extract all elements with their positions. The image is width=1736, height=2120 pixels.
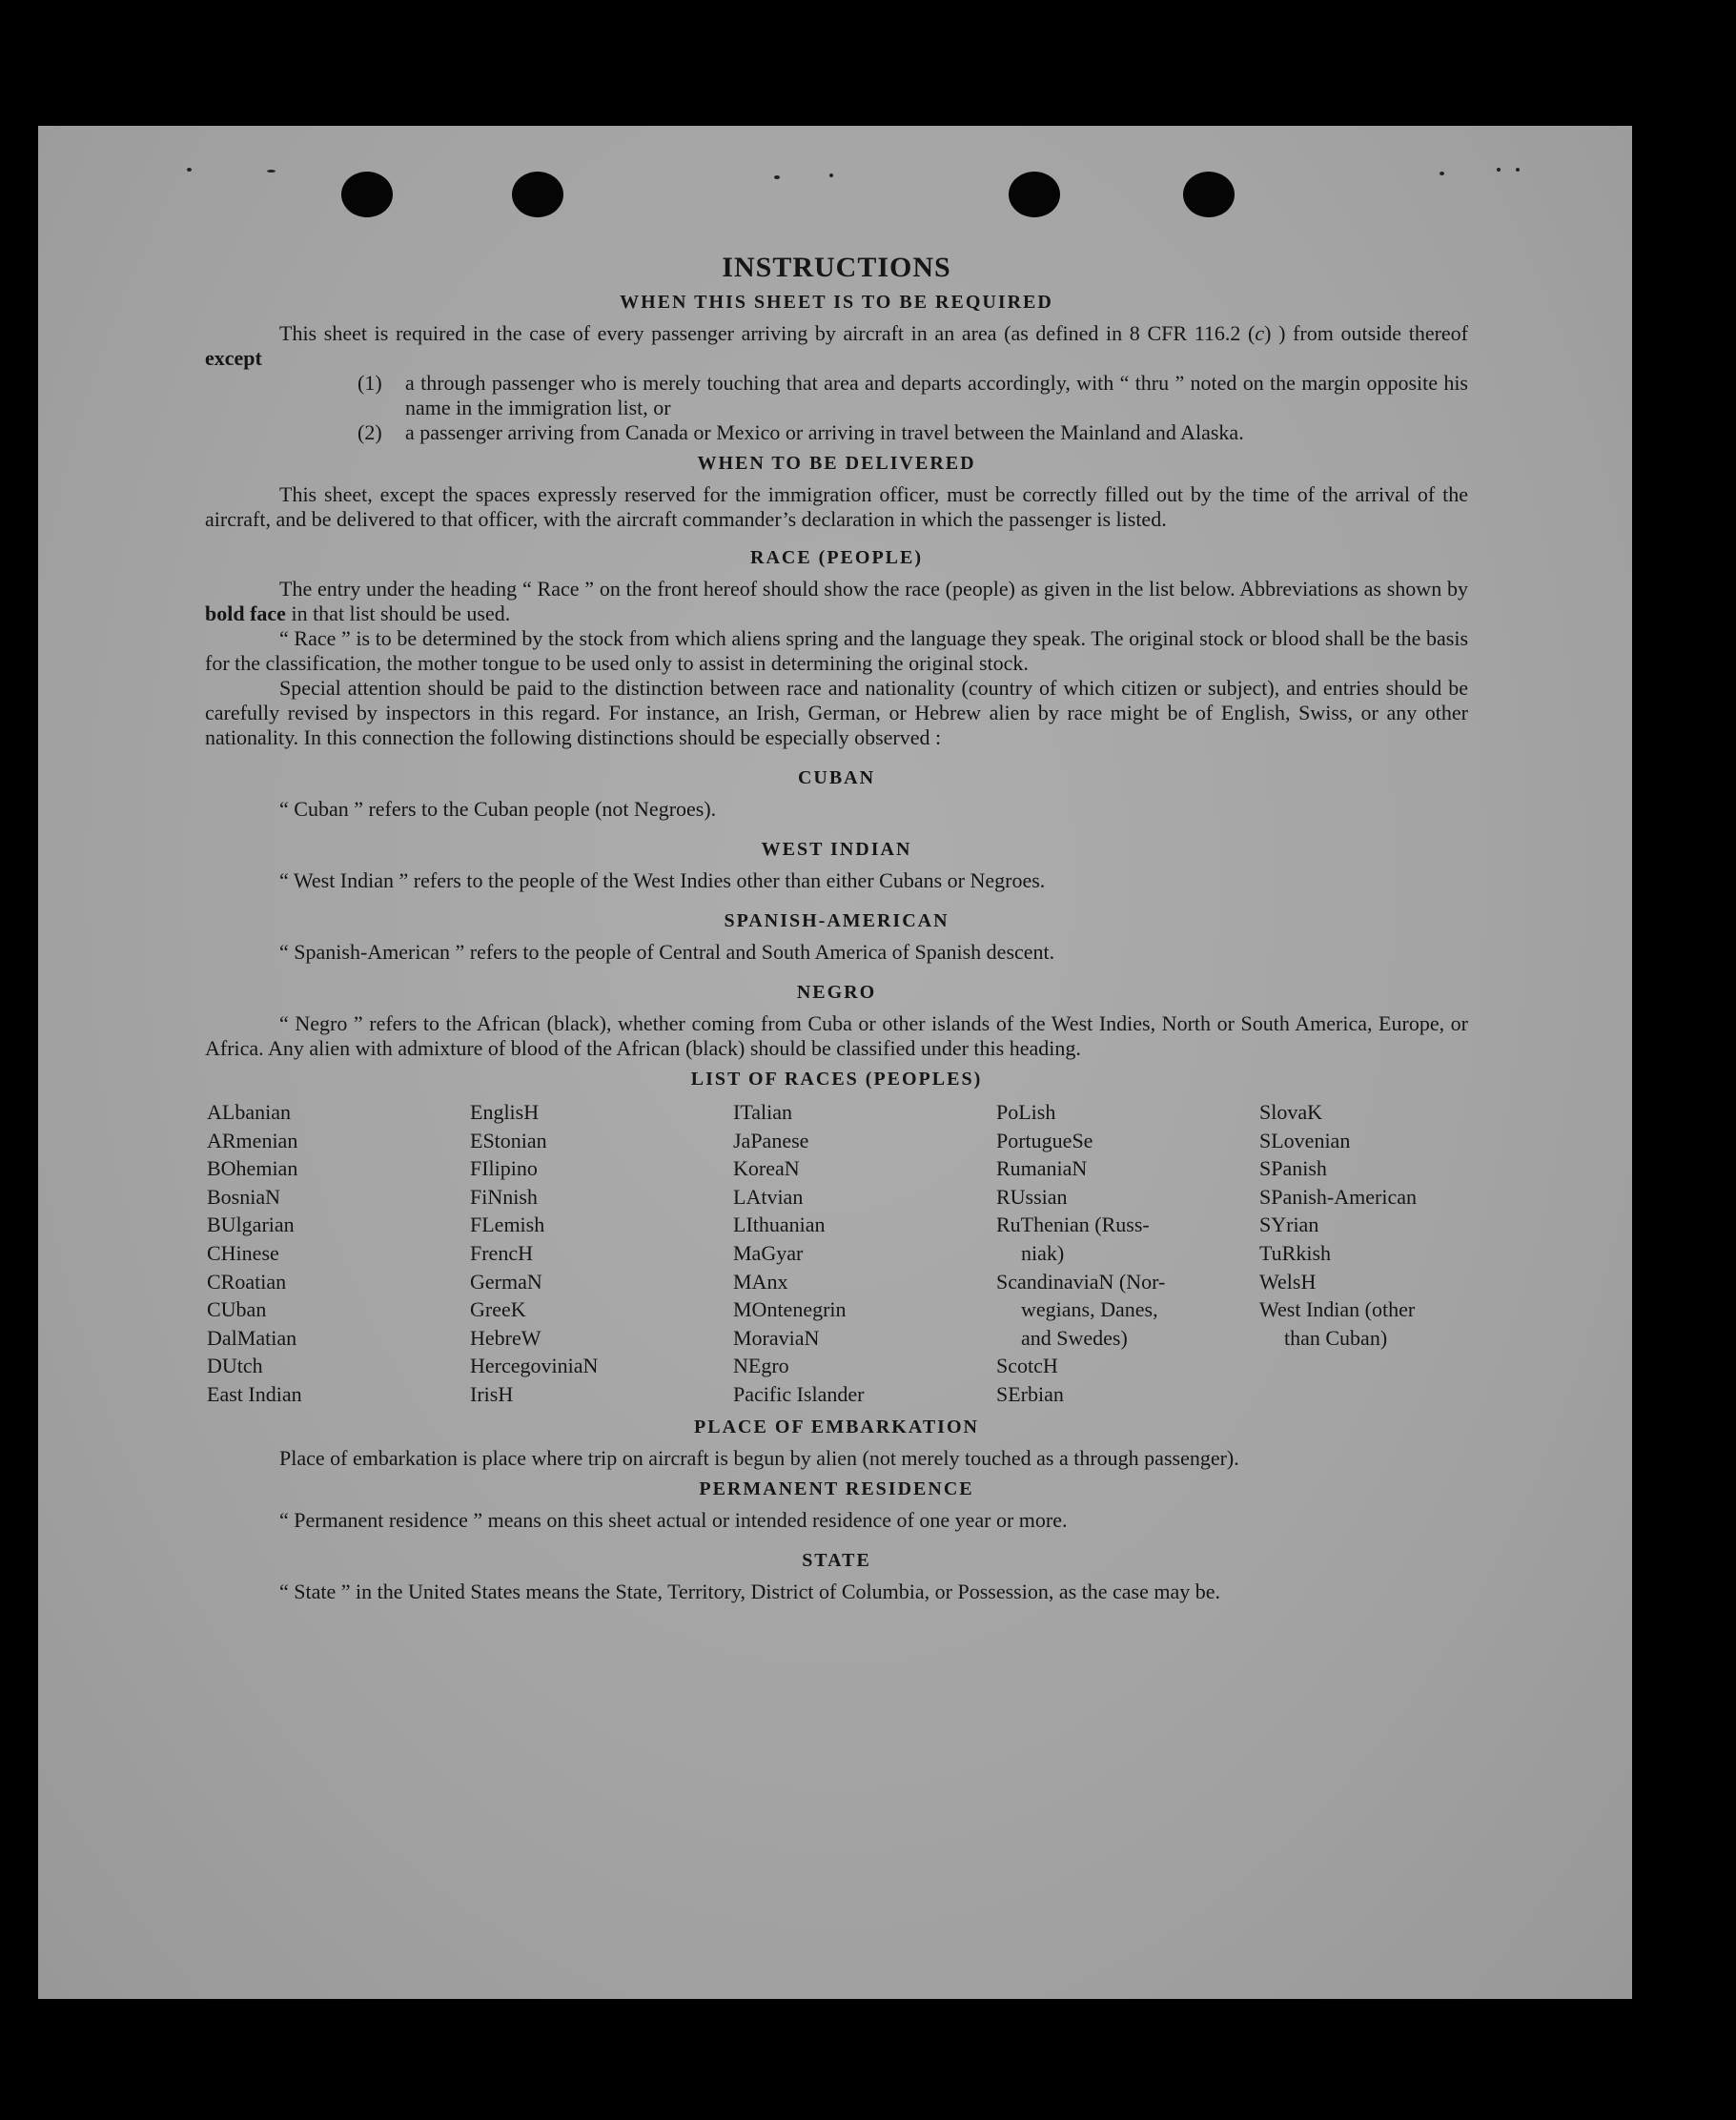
residence-text: “ Permanent residence ” means on this sheet actual or intended residence of one year or more.	[279, 1507, 1068, 1532]
race-entry: GreeK	[470, 1297, 526, 1322]
race-entry: BosniaN	[207, 1184, 280, 1209]
section-heading-cuban: CUBAN	[797, 767, 876, 788]
race-entry: CRoatian	[207, 1269, 287, 1294]
race-entry: SYrian	[1259, 1213, 1319, 1237]
race-entry: NEgro	[733, 1354, 789, 1378]
section-heading-when-delivered: WHEN TO BE DELIVERED	[697, 453, 976, 474]
section-heading-list-of-races: LIST OF RACES (PEOPLES)	[690, 1069, 983, 1090]
state-text: “ State ” in the United States means the State, Territory, District of Columbia, or Possession, as the case may be.	[279, 1579, 1221, 1603]
dust-speck	[267, 170, 276, 173]
section-heading-west-indian: WEST INDIAN	[761, 839, 912, 860]
race-entry: MAnx	[733, 1269, 788, 1294]
race-entry: JaPanese	[733, 1128, 809, 1152]
race-entry: CHinese	[207, 1240, 279, 1265]
race-entry: MOntenegrin	[733, 1297, 847, 1322]
race-entry: SPanish-American	[1259, 1184, 1417, 1209]
punch-hole	[341, 172, 393, 217]
race-entry: EStonian	[470, 1128, 547, 1152]
spanish-american-text: “ Spanish-American ” refers to the people of Central and South America of Spanish descent.	[279, 940, 1055, 964]
race-entry: MaGyar	[733, 1240, 804, 1265]
race-entry: PortugueSe	[996, 1128, 1093, 1152]
race-entry: CUban	[207, 1297, 267, 1322]
races-column	[207, 1098, 470, 1409]
races-column	[470, 1098, 733, 1409]
race-entry: FiNnish	[470, 1184, 538, 1209]
punch-hole	[1183, 172, 1235, 217]
document-sheet	[38, 126, 1632, 1999]
page-title: INSTRUCTIONS	[722, 252, 951, 283]
race-entry: and Swedes)	[1021, 1325, 1128, 1350]
cuban-text: “ Cuban ” refers to the Cuban people (not Negroes).	[279, 797, 717, 821]
race-paragraph-3: Special attention should be paid to the distinction between race and nationality (country of which citizen or subject), and entries should be carefully revised by inspectors in this regard. For instance, an Irish, German, or Hebrew alien by race might be of English, Swiss, or any other nationality. In this connection the following distinctions should be especially observed :	[205, 676, 1468, 749]
section-heading-negro: NEGRO	[796, 982, 877, 1003]
race-entry: IrisH	[470, 1381, 514, 1406]
race-entry: ScandinaviaN (Nor-	[996, 1269, 1166, 1294]
section-heading-state: STATE	[802, 1549, 871, 1571]
instructions-content	[205, 252, 1468, 1604]
race-entry: RuThenian (Russ-	[996, 1213, 1150, 1237]
races-list	[207, 1098, 1468, 1409]
punch-hole	[1009, 172, 1060, 217]
exception-item: (1) a through passenger who is merely touching that area and departs accordingly, with “ thru ” noted on the margin opposite his name in the immigration list, or	[357, 371, 1468, 419]
punch-hole	[512, 172, 563, 217]
race-entry: RumaniaN	[996, 1156, 1088, 1181]
race-entry: SLovenian	[1259, 1128, 1351, 1152]
race-entry: HebreW	[470, 1325, 541, 1350]
races-column	[996, 1098, 1259, 1409]
dust-speck	[774, 175, 780, 179]
race-entry: ARmenian	[207, 1128, 298, 1152]
race-entry: Pacific Islander	[733, 1381, 865, 1406]
race-entry: ALbanian	[207, 1100, 291, 1124]
dust-speck	[1516, 168, 1520, 172]
race-entry: LIthuanian	[733, 1213, 826, 1237]
races-column	[733, 1098, 996, 1409]
race-entry: FrencH	[470, 1240, 533, 1265]
race-paragraph-2: “ Race ” is to be determined by the stock from which aliens spring and the language they speak. The original stock or blood shall be the basis for the classification, the mother tongue to be used only to assist in determining the original stock.	[205, 626, 1468, 675]
race-entry: SPanish	[1259, 1156, 1327, 1181]
race-entry: wegians, Danes,	[1021, 1297, 1158, 1322]
race-entry: GermaN	[470, 1269, 542, 1294]
embarkation-text: Place of embarkation is place where trip on aircraft is begun by alien (not merely touched as a through passenger).	[279, 1445, 1239, 1470]
dust-speck	[187, 168, 192, 172]
dust-speck	[829, 173, 833, 177]
dust-speck	[1497, 168, 1501, 172]
race-entry: EnglisH	[470, 1100, 540, 1124]
race-entry: niak)	[1021, 1240, 1065, 1265]
section-heading-spanish-american: SPANISH-AMERICAN	[724, 910, 950, 931]
race-entry: LAtvian	[733, 1184, 804, 1209]
race-entry: DalMatian	[207, 1325, 297, 1350]
race-entry: BOhemian	[207, 1156, 298, 1181]
race-entry: TuRkish	[1259, 1240, 1332, 1265]
section-heading-embarkation: PLACE OF EMBARKATION	[694, 1416, 979, 1437]
race-entry: MoraviaN	[733, 1325, 820, 1350]
exception-item: (2) a passenger arriving from Canada or Mexico or arriving in travel between the Mainland and Alaska.	[357, 420, 1244, 444]
race-entry: BUlgarian	[207, 1213, 295, 1237]
negro-text: “ Negro ” refers to the African (black), whether coming from Cuba or other islands of the West Indies, North or South America, Europe, or Africa. Any alien with admixture of blood of the African (black) should be classified under this heading.	[205, 1011, 1468, 1060]
race-entry: DUtch	[207, 1354, 263, 1378]
when-delivered-text: This sheet, except the spaces expressly reserved for the immigration officer, must be correctly filled out by the time of the arrival of the aircraft, and be delivered to that officer, with the aircraft commander’s declaration in which the passenger is listed.	[205, 482, 1468, 531]
races-column	[1259, 1098, 1470, 1409]
race-paragraph-1: The entry under the heading “ Race ” on the front hereof should show the race (people) as given in the list below. Abbreviations as shown by bold face in that list should be used.	[205, 577, 1468, 625]
race-entry: FIlipino	[470, 1156, 538, 1181]
race-entry: ITalian	[733, 1100, 792, 1124]
race-entry: PoLish	[996, 1100, 1056, 1124]
race-entry: East Indian	[207, 1381, 302, 1406]
west-indian-text: “ West Indian ” refers to the people of the West Indies other than either Cubans or Negroes.	[279, 868, 1046, 892]
race-entry: West Indian (other	[1259, 1297, 1416, 1322]
race-entry: SErbian	[996, 1381, 1064, 1406]
when-required-intro: This sheet is required in the case of every passenger arriving by aircraft in an area (as defined in 8 CFR 116.2 (c) ) from outside thereof except	[205, 321, 1468, 370]
section-heading-race: RACE (PEOPLE)	[750, 547, 923, 568]
race-entry: RUssian	[996, 1184, 1068, 1209]
race-entry: than Cuban)	[1284, 1325, 1388, 1350]
section-heading-residence: PERMANENT RESIDENCE	[699, 1478, 974, 1499]
race-entry: HercegoviniaN	[470, 1354, 599, 1378]
race-entry: SlovaK	[1259, 1100, 1322, 1124]
race-entry: KoreaN	[733, 1156, 800, 1181]
race-entry: FLemish	[470, 1213, 545, 1237]
race-entry: ScotcH	[996, 1354, 1058, 1378]
race-entry: WelsH	[1259, 1269, 1317, 1294]
section-heading-when-required: WHEN THIS SHEET IS TO BE REQUIRED	[620, 292, 1053, 313]
dust-speck	[1440, 172, 1444, 175]
